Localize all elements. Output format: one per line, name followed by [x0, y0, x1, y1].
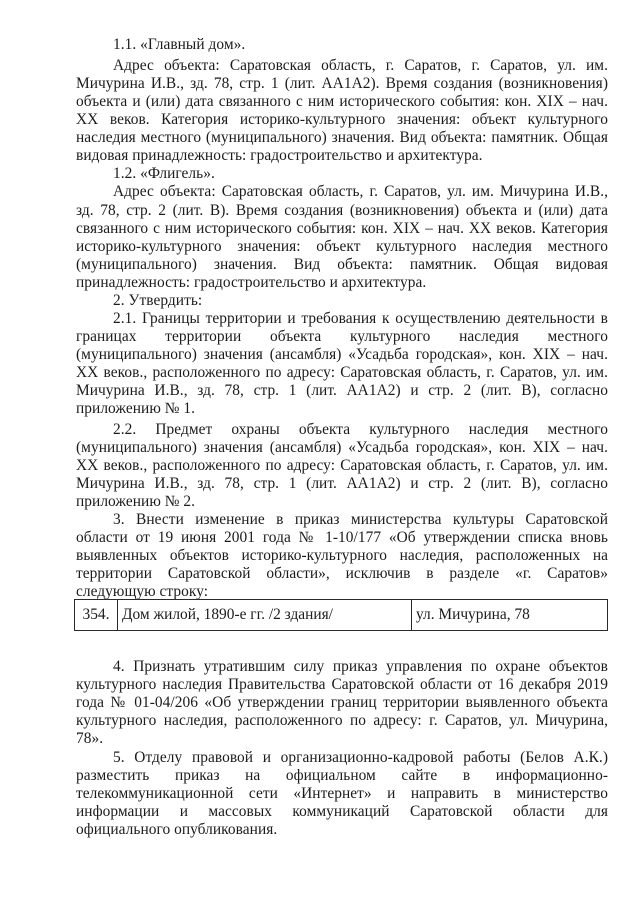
section-1-1-line: видовая принадлежность: градостроительство и архитектура.	[76, 147, 483, 164]
row-number: 354.	[75, 600, 118, 631]
section-2-1-line: приложению № 1.	[76, 400, 196, 417]
section-4-line: года № 01-04/206 «Об утверждении границ территории выявленного объекта	[76, 694, 608, 711]
section-5-line: 5. Отделу правовой и организационно-кадровой работы (Белов А.К.)	[113, 749, 608, 766]
table-row	[75, 600, 608, 631]
row-address: ул. Мичурина, 78	[412, 600, 608, 631]
section-2-1-line: (муниципального) значения (ансамбля) «Усадьба городская», кон. XIX – нач.	[76, 346, 608, 363]
section-4-line: культурного наследия Правительства Саратовской области от 16 декабря 2019	[76, 676, 608, 693]
section-2-1-line: 2.1. Границы территории и требования к осуществлению деятельности в	[113, 310, 608, 327]
section-1-2-line: принадлежность: градостроительство и архитектура.	[76, 274, 427, 291]
section-1-1-line: Адрес объекта: Саратовская область, г. Саратов, г. Саратов, ул. им.	[113, 57, 608, 74]
excluded-row-table	[74, 599, 608, 631]
section-3-line: области от 19 июня 2001 года № 1-10/177 «Об утверждении списка вновь	[76, 529, 608, 546]
section-2-2-line: XX веков., расположенного по адресу: Саратовская область, г. Саратов, ул. им.	[76, 457, 608, 474]
section-2-1-line: Мичурина И.В., зд. 78, стр. 1 (лит. АА1А2) и стр. 2 (лит. В), согласно	[76, 382, 608, 399]
section-2-1-line: XX веков., расположенного по адресу: Саратовская область, г. Саратов, ул. им.	[76, 364, 608, 381]
section-1-2-line: Адрес объекта: Саратовская область, г. Саратов, ул. им. Мичурина И.В.,	[113, 183, 608, 200]
section-1-2-line: зд. 78, стр. 2 (лит. В). Время создания (возникновения) объекта и (или) дата	[76, 202, 608, 219]
section-2-1-line: границах территории объекта культурного наследия местного	[76, 328, 608, 345]
section-4-line: культурного наследия, расположенного по адресу: г. Саратов, ул. Мичурина,	[76, 712, 608, 729]
section-3-line: 3. Внести изменение в приказ министерства культуры Саратовской	[113, 511, 608, 528]
section-5-line: информации и массовых коммуникаций Саратовской области для	[76, 803, 608, 820]
section-2-2-line: (муниципального) значения (ансамбля) «Усадьба городская», кон. XIX – нач.	[76, 439, 608, 456]
section-2-2-line: 2.2. Предмет охраны объекта культурного наследия местного	[113, 421, 608, 438]
row-object: Дом жилой, 1890-е гг. /2 здания/	[118, 600, 412, 631]
section-1-1-line: объекта и (или) дата связанного с ним исторического события: кон. XIX – нач.	[76, 93, 608, 110]
section-5-line: разместить приказ на официальном сайте в информационно-	[76, 767, 608, 784]
section-1-1-line: Мичурина И.В., зд. 78, стр. 1 (лит. АА1А2). Время создания (возникновения)	[76, 75, 608, 92]
section-1-1-line: XX веков. Категория историко-культурного значения: объект культурного	[76, 111, 608, 128]
section-3-line: территории Саратовской области», исключив в разделе «г. Саратов»	[76, 565, 608, 582]
section-4-line: 4. Признать утратившим силу приказ управления по охране объектов	[113, 658, 608, 675]
section-1-2-title: 1.2. «Флигель».	[113, 165, 215, 182]
section-3-line: следующую строку:	[76, 583, 209, 600]
section-4-line: 78».	[76, 730, 104, 747]
section-1-1-title: 1.1. «Главный дом».	[113, 36, 246, 53]
section-5-line: официального опубликования.	[76, 821, 278, 838]
section-5-line: телекоммуникационной сети «Интернет» и направить в министерство	[76, 785, 608, 802]
section-1-2-line: историко-культурного значения: объект культурного наследия местного	[76, 238, 608, 255]
section-1-1-line: наследия местного (муниципального) значения. Вид объекта: памятник. Общая	[76, 129, 608, 146]
section-2-title: 2. Утвердить:	[113, 292, 203, 309]
section-2-2-line: Мичурина И.В., зд. 78, стр. 1 (лит. АА1А2) и стр. 2 (лит. В), согласно	[76, 475, 608, 492]
section-2-2-line: приложению № 2.	[76, 493, 196, 510]
section-1-2-line: связанного с ним исторического события: кон. XIX – нач. XX веков. Категория	[76, 220, 608, 237]
section-1-2-line: (муниципального) значения. Вид объекта: памятник. Общая видовая	[76, 256, 608, 273]
section-3-line: выявленных объектов историко-культурного наследия, расположенных на	[76, 547, 608, 564]
